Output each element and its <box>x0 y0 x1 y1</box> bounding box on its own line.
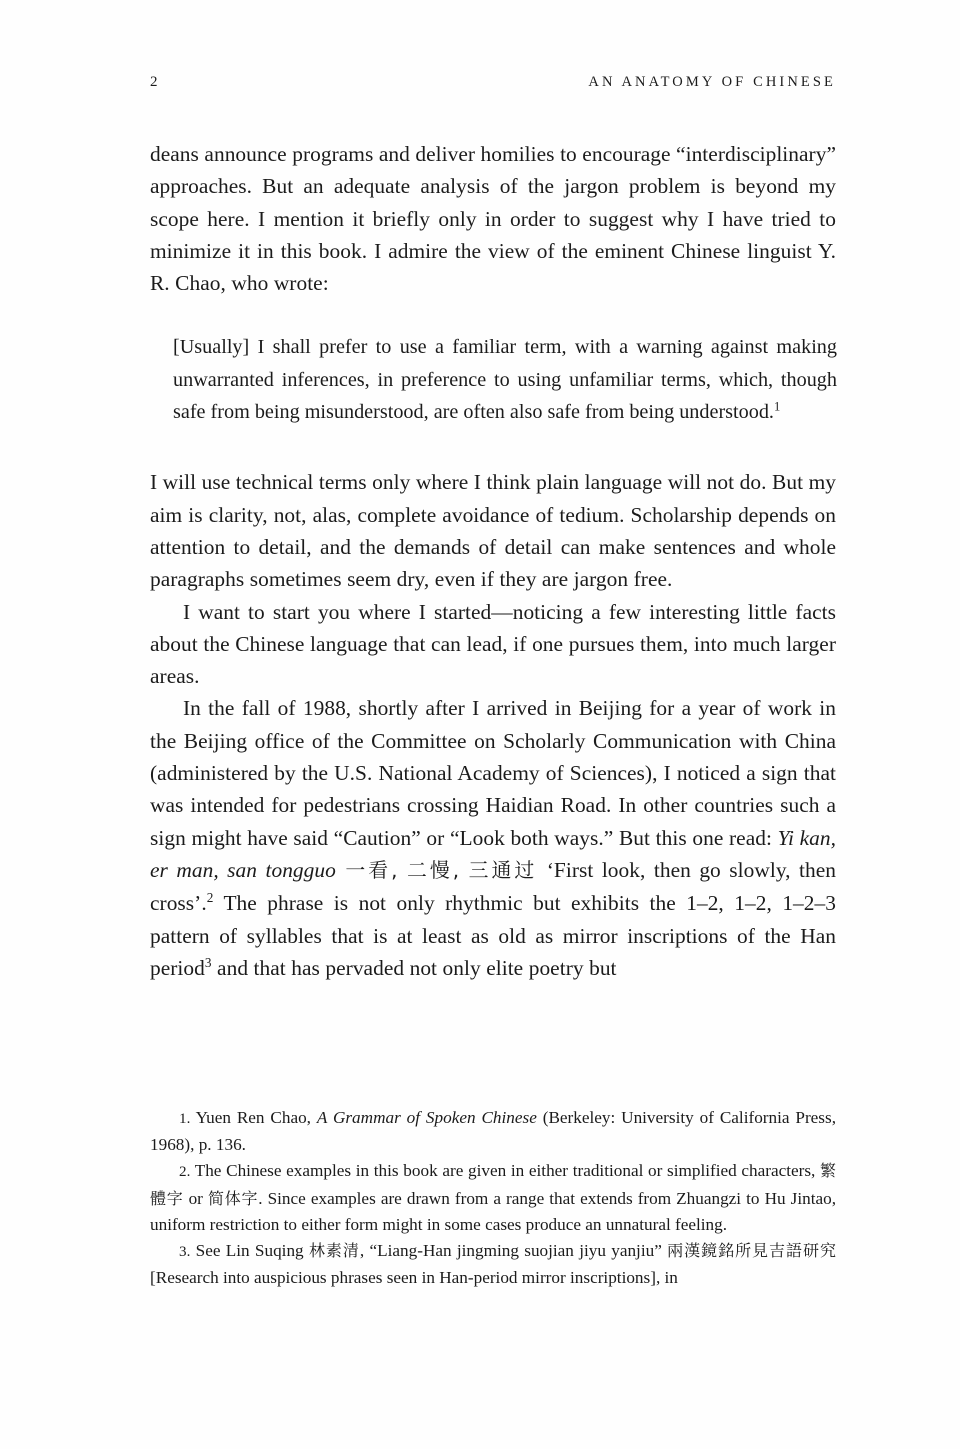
footnote-2-hanzi-simplified: 简体字 <box>207 1188 259 1208</box>
footnote-1 <box>150 1105 836 1158</box>
hanzi-phrase: 一看, 二慢, 三通过 <box>335 858 547 882</box>
body-text-block <box>150 138 836 984</box>
footnote-ref-3[interactable]: 3 <box>204 954 212 970</box>
footnote-3-author-hanzi: 林素清 <box>308 1241 360 1261</box>
running-head <box>150 74 836 91</box>
footnote-2-number: 2. <box>179 1164 191 1181</box>
footnote-2-segment-3: . Since examples are drawn from a range that extends from Zhuangzi to Hu Jintao, uniform restriction to either form might in some cases produce an unnatural feeling. <box>150 1188 836 1234</box>
footnote-ref-1[interactable]: 1 <box>773 399 781 414</box>
page-number: 2 <box>150 74 158 90</box>
footnote-1-number: 1. <box>179 1111 191 1127</box>
paragraph-1: deans announce programs and deliver homilies to encourage “interdisciplinary” approaches. But an adequate analysis of the jargon problem is beyond my scope here. I mention it briefly only in order to suggest why I have tried to minimize it in this book. I admire the view of the eminent Chinese linguist Y. R. Chao, who wrote: <box>150 142 836 296</box>
paragraph-4-segment-2: ‘First look, then go slowly, then cross’. <box>150 857 837 916</box>
footnote-3-segment-1: See Lin Suqing <box>190 1241 309 1261</box>
footnote-3-title-hanzi: 兩漢鏡銘所見吉語研究 <box>667 1241 836 1261</box>
paragraph-4-segment-1: In the fall of 1988, shortly after I arrived in Beijing for a year of work in the Beijing office of the Committee on Scholarly Communication with China (administered by the U.S. National Academy of Sciences), I noticed a sign that was intended for pedestrians crossing Haidian Road. In other countries such a sign might have said “Caution” or “Look both ways.” But this one read: <box>150 696 836 850</box>
block-quote-text <box>173 331 837 428</box>
pinyin-phrase: Yi kan, er man, san tongguo <box>150 825 836 882</box>
paragraph-4-segment-3: The phrase is not only rhythmic but exhibits the 1–2, 1–2, 1–2–3 pattern of syllables that is at least as old as mirror inscriptions of the Han period <box>150 891 836 980</box>
paragraph-4-segment-4: and that has pervaded not only elite poetry but <box>211 955 617 980</box>
running-head-title: AN ANATOMY OF CHINESE <box>588 74 836 90</box>
footnote-3-segment-2: , “Liang-Han jingming suojian jiyu yanjiu” <box>359 1241 668 1261</box>
spacer-after-quote <box>150 428 836 466</box>
footnote-2-segment-2: or <box>183 1188 208 1208</box>
paragraph-4 <box>150 692 836 984</box>
footnote-2 <box>150 1158 836 1238</box>
footnote-1-segment-1: Yuen Ren Chao, <box>190 1108 317 1127</box>
footnote-1-title: A Grammar of Spoken Chinese <box>316 1108 537 1127</box>
footnote-2-segment-1: The Chinese examples in this book are given in either traditional or simplified characters, <box>190 1161 821 1181</box>
paragraph-3: I want to start you where I started—noticing a few interesting little facts about the Chinese language that can lead, if one pursues them, into much larger areas. <box>150 599 836 689</box>
footnote-3-segment-3: [Research into auspicious phrases seen in Han-period mirror inscriptions], in <box>150 1268 678 1288</box>
footnote-1-segment-2: (Berkeley: University of California Press, 1968), p. 136. <box>150 1108 836 1155</box>
footnote-3 <box>150 1238 836 1291</box>
footnote-area <box>150 1105 836 1291</box>
footnote-2-hanzi-traditional: 繁體字 <box>150 1161 836 1208</box>
block-quote <box>173 331 837 428</box>
block-quote-body: [Usually] I shall prefer to use a familiar term, with a warning against making unwarranted inferences, in preference to using unfamiliar terms, which, though safe from being misunderstood, are often also safe from being understood. <box>173 336 837 424</box>
paragraph-2: I will use technical terms only where I think plain language will not do. But my aim is clarity, not, alas, complete avoidance of tedium. Scholarship depends on attention to detail, and the demands of detail can make sentences and whole paragraphs sometimes seem dry, even if they are jargon free. <box>150 470 836 592</box>
spacer-before-quote <box>150 299 836 331</box>
footnote-ref-2[interactable]: 2 <box>206 890 214 906</box>
footnote-3-number: 3. <box>179 1244 191 1261</box>
